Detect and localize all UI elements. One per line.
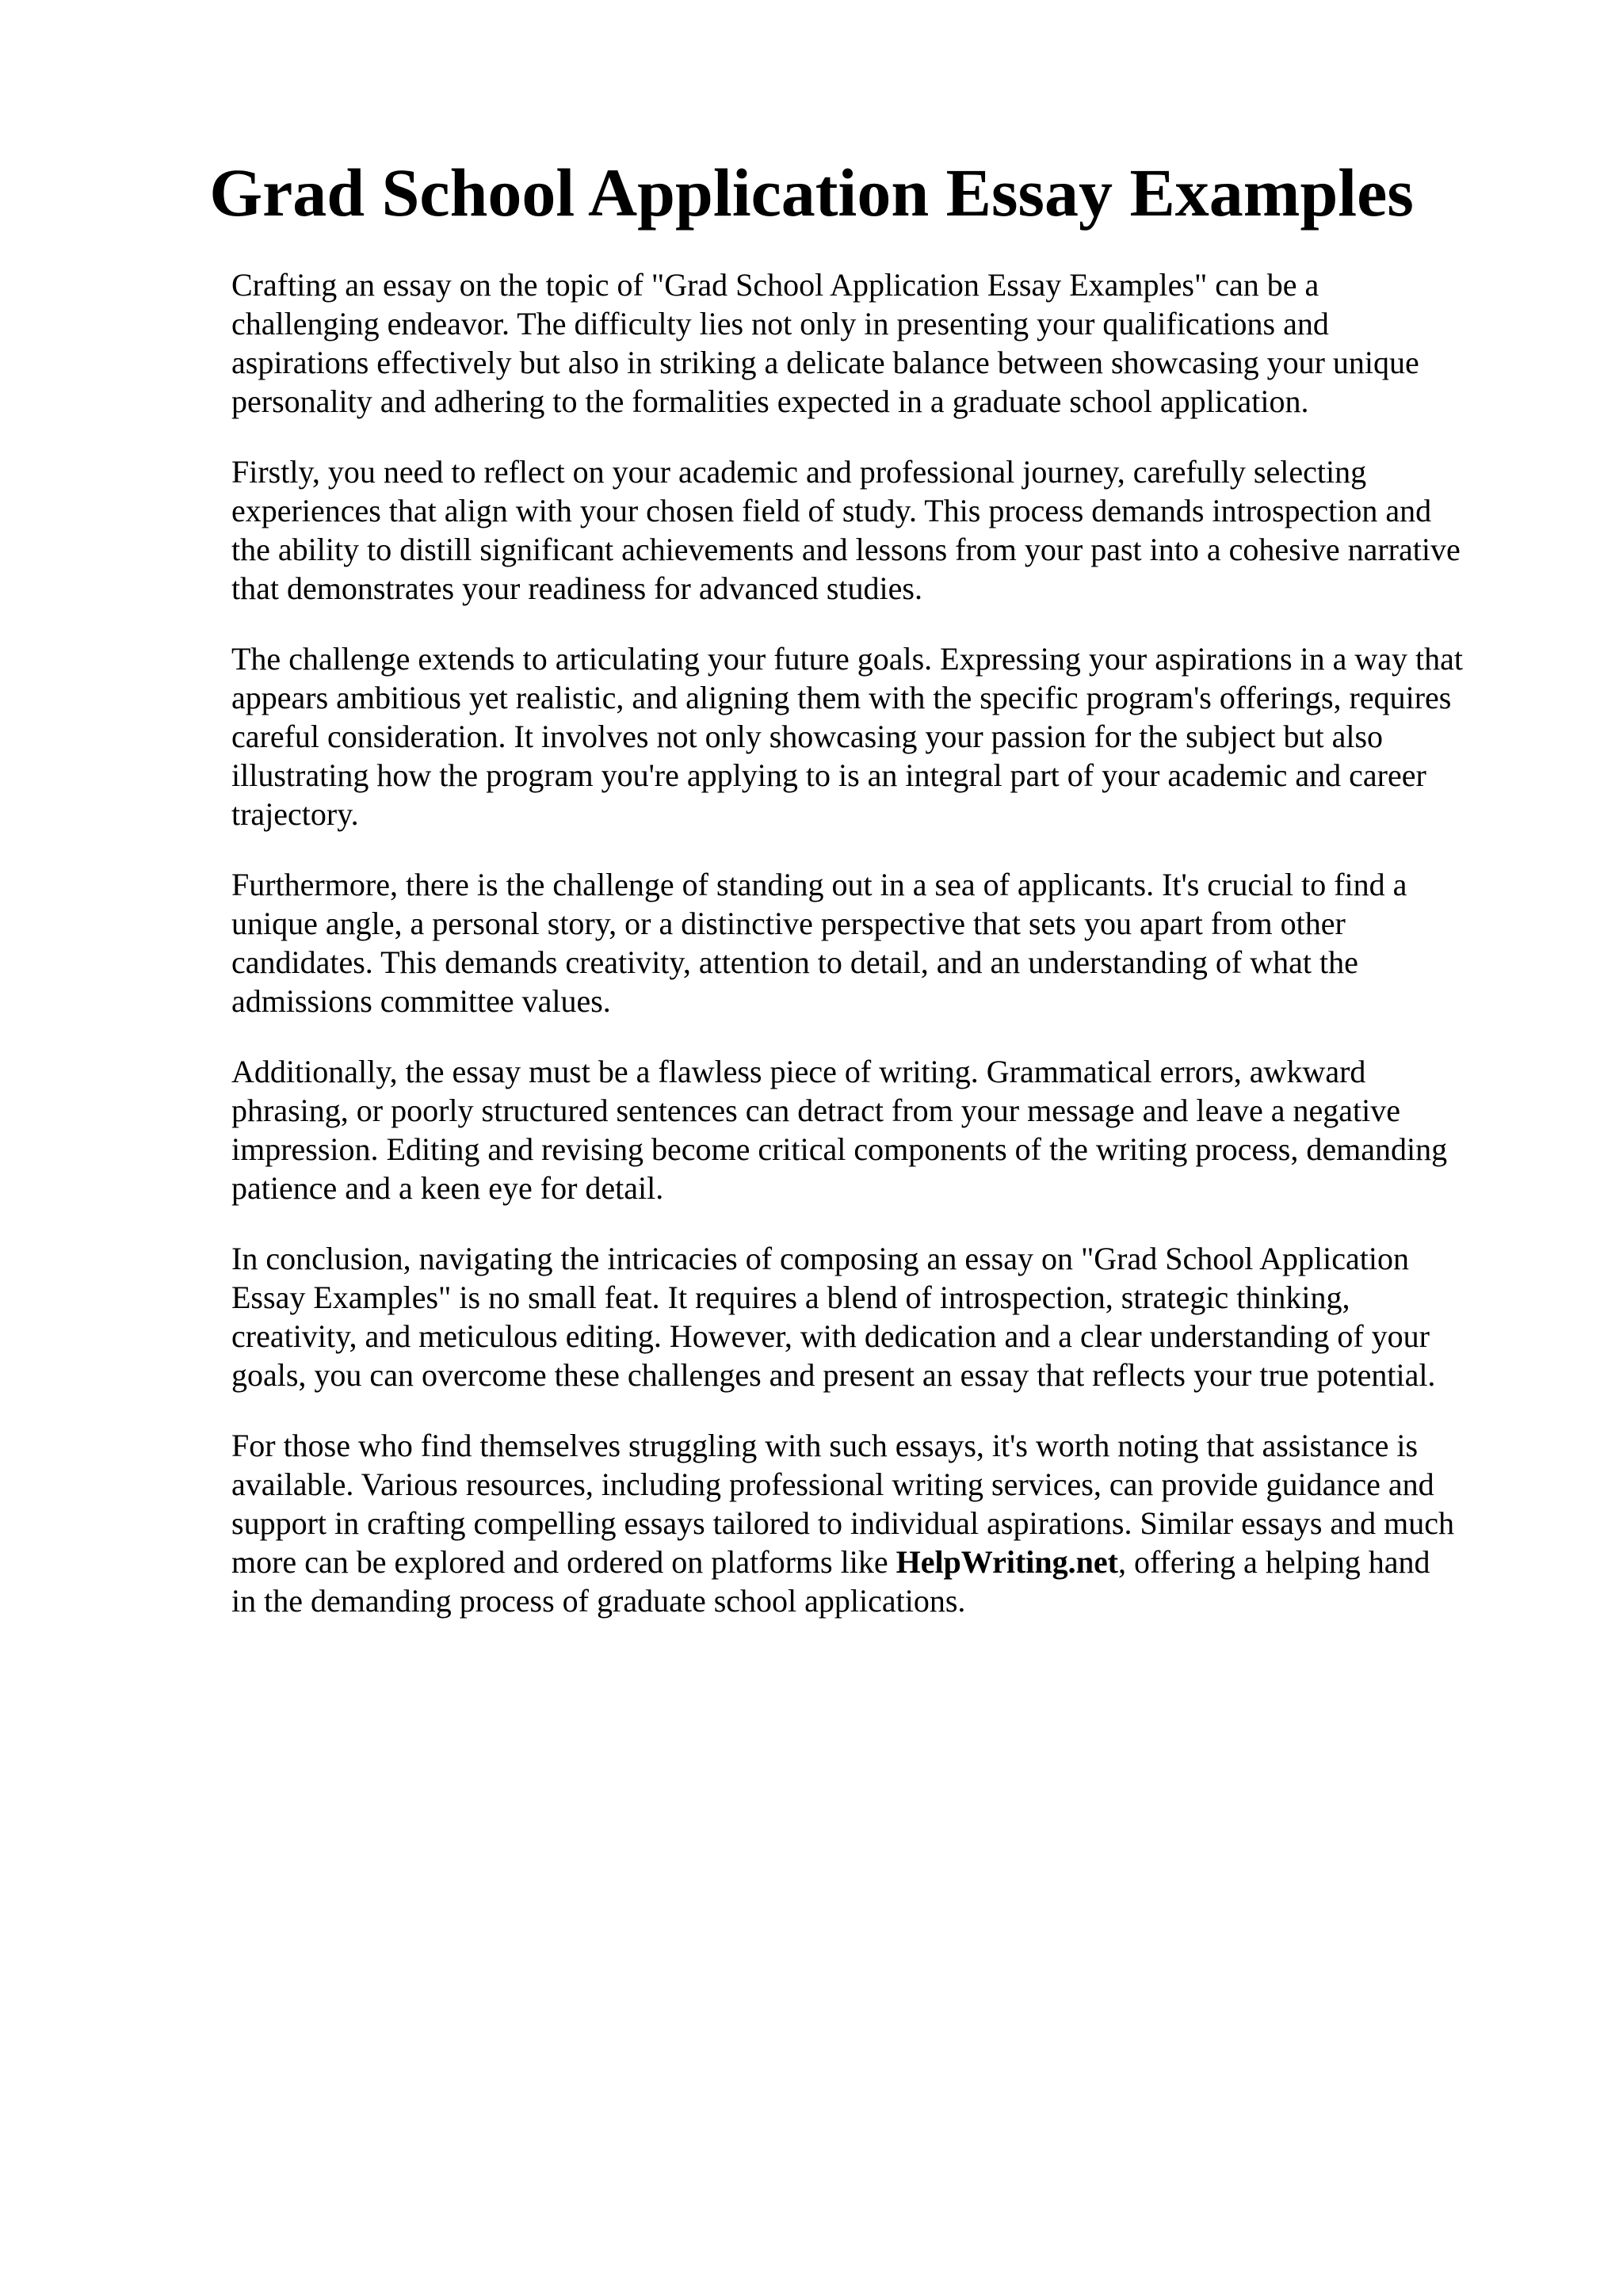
paragraph-line: creativity, and meticulous editing. However, with dedication and a clear understanding of your	[231, 1318, 1430, 1354]
paragraph-line: appears ambitious yet realistic, and aligning them with the specific program's offerings, requires	[231, 680, 1452, 715]
paragraph-intro	[231, 265, 1515, 421]
paragraph-standing-out	[231, 865, 1515, 1020]
paragraph-line: unique angle, a personal story, or a distinctive perspective that sets you apart from other	[231, 906, 1346, 941]
paragraph-line: Furthermore, there is the challenge of standing out in a sea of applicants. It's crucial to find a	[231, 867, 1407, 902]
paragraph-line: In conclusion, navigating the intricacies of composing an essay on "Grad School Application	[231, 1241, 1409, 1276]
paragraph-line: aspirations effectively but also in striking a delicate balance between showcasing your unique	[231, 345, 1419, 380]
document-title: Grad School Application Essay Examples	[209, 154, 1414, 231]
brand-name: HelpWriting.net	[896, 1544, 1118, 1580]
paragraph-conclusion	[231, 1239, 1515, 1394]
paragraph-line: patience and a keen eye for detail.	[231, 1170, 664, 1206]
closing-text-before-brand: more can be explored and ordered on platforms like	[231, 1544, 896, 1580]
paragraph-line: admissions committee values.	[231, 983, 611, 1019]
paragraph-line: Crafting an essay on the topic of "Grad School Application Essay Examples" can be a	[231, 267, 1319, 303]
paragraph-line: Additionally, the essay must be a flawless piece of writing. Grammatical errors, awkward	[231, 1054, 1366, 1089]
paragraph-line: impression. Editing and revising become critical components of the writing process, demanding	[231, 1131, 1448, 1167]
paragraph-line: goals, you can overcome these challenges and present an essay that reflects your true potential.	[231, 1357, 1436, 1393]
paragraph-line: experiences that align with your chosen field of study. This process demands introspection and	[231, 493, 1432, 528]
paragraph-line: phrasing, or poorly structured sentences can detract from your message and leave a negative	[231, 1093, 1400, 1128]
paragraph-line: personality and adhering to the formalities expected in a graduate school application.	[231, 383, 1309, 419]
paragraph-line: in the demanding process of graduate school applications.	[231, 1583, 966, 1619]
paragraph-line: available. Various resources, including professional writing services, can provide guidance and	[231, 1466, 1434, 1502]
paragraph-line: careful consideration. It involves not only showcasing your passion for the subject but also	[231, 719, 1384, 754]
paragraph-future-goals	[231, 639, 1515, 833]
paragraph-line: challenging endeavor. The difficulty lies not only in presenting your qualifications and	[231, 306, 1329, 341]
paragraph-line: that demonstrates your readiness for advanced studies.	[231, 570, 922, 606]
document-body	[231, 265, 1515, 1652]
paragraph-writing-quality	[231, 1052, 1515, 1207]
paragraph-line: candidates. This demands creativity, attention to detail, and an understanding of what the	[231, 944, 1358, 980]
paragraph-line: For those who find themselves struggling with such essays, it's worth noting that assistance is	[231, 1428, 1419, 1463]
paragraph-line: the ability to distill significant achievements and lessons from your past into a cohesive narrative	[231, 532, 1461, 567]
paragraph-reflection	[231, 452, 1515, 608]
paragraph-line: support in crafting compelling essays tailored to individual aspirations. Similar essays and much	[231, 1505, 1455, 1541]
paragraph-line: Firstly, you need to reflect on your academic and professional journey, carefully selecting	[231, 454, 1367, 490]
closing-text-after-brand: , offering a helping hand	[1117, 1544, 1430, 1580]
paragraph-line: trajectory.	[231, 796, 359, 832]
paragraph-closing	[231, 1426, 1515, 1620]
paragraph-line: illustrating how the program you're applying to is an integral part of your academic and career	[231, 757, 1426, 793]
paragraph-line: The challenge extends to articulating your future goals. Expressing your aspirations in a way that	[231, 641, 1464, 677]
paragraph-line-with-brand	[231, 1543, 1515, 1581]
paragraph-line: Essay Examples" is no small feat. It requires a blend of introspection, strategic thinking,	[231, 1280, 1350, 1315]
